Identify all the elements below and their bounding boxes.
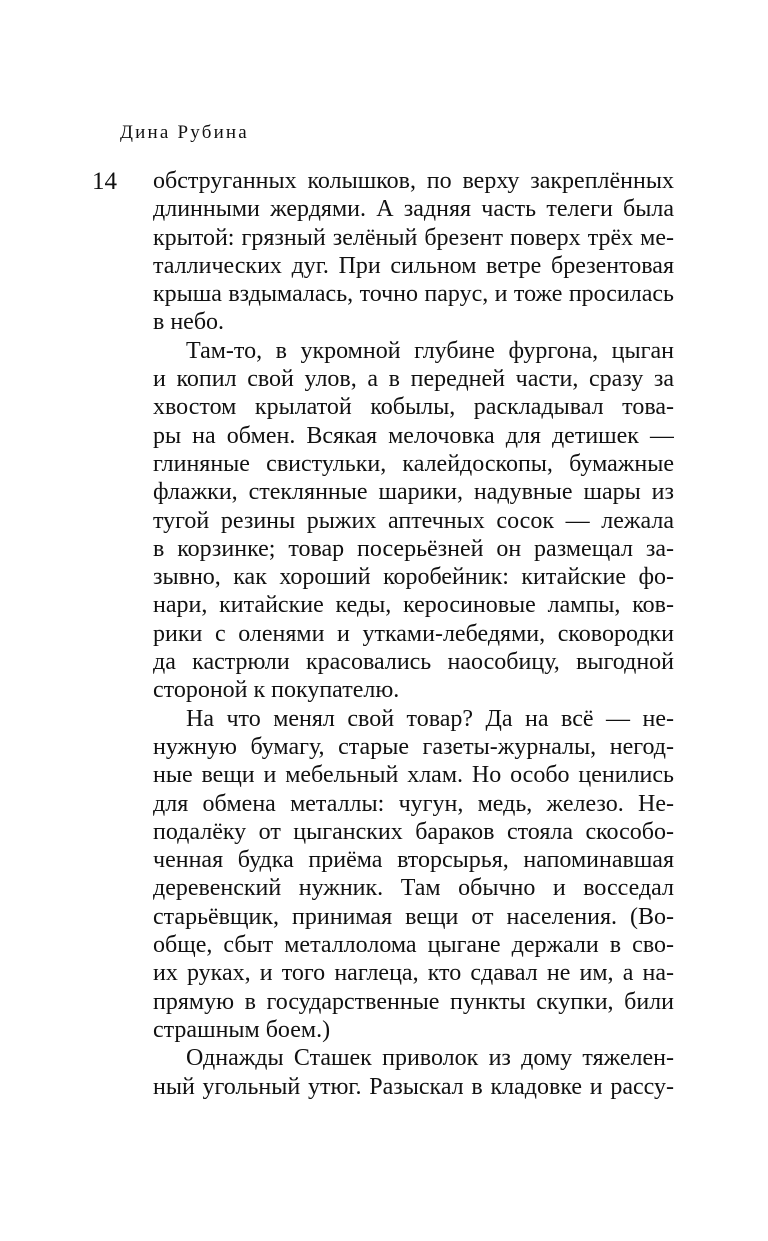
text-line: Там-то, в укромной глубине фургона, цыган: [186, 337, 674, 364]
text-line: и копил свой улов, а в передней части, сразу за: [153, 366, 674, 393]
text-line: На что менял свой товар? Да на всё — не-: [186, 705, 674, 732]
text-line: да кастрюли красовались наособицу, выгодной: [153, 649, 674, 676]
text-line: Однажды Сташек приволок из дому тяжелен-: [186, 1045, 674, 1072]
text-line: деревенский нужник. Там обычно и восседал: [153, 875, 674, 902]
text-line: крыша вздымалась, точно парус, и тоже просилась: [153, 281, 674, 308]
text-line: рики с оленями и утками-лебедями, сковородки: [153, 620, 674, 647]
text-line: старьёвщик, принимая вещи от населения. (Во-: [153, 903, 674, 930]
text-line: страшным боем.): [153, 1016, 331, 1043]
text-line: их руках, и того наглеца, кто сдавал не им, а на-: [153, 960, 674, 987]
text-line: длинными жердями. А задняя часть телеги была: [153, 196, 674, 223]
text-line: таллических дуг. При сильном ветре брезентовая: [153, 252, 674, 279]
text-line: обструганных колышков, по верху закреплённых: [153, 168, 674, 194]
text-line: подалёку от цыганских бараков стояла скособо-: [153, 818, 674, 845]
text-line: хвостом крылатой кобылы, раскладывал това-: [153, 394, 674, 421]
text-line: в небо.: [153, 309, 225, 336]
text-line: ры на обмен. Всякая мелочовка для детишек —: [153, 422, 674, 449]
page-number: 14: [92, 168, 117, 195]
text-line: глиняные свистульки, калейдоскопы, бумажные: [153, 450, 674, 477]
text-line: зывно, как хороший коробейник: китайские фо-: [153, 564, 674, 591]
text-line: флажки, стеклянные шарики, надувные шары из: [153, 479, 674, 506]
text-line: стороной к покупателю.: [153, 677, 400, 704]
body-text: [153, 167, 674, 1101]
text-line: крытой: грязный зелёный брезент поверх трёх ме-: [153, 224, 674, 251]
text-line: прямую в государственные пункты скупки, били: [153, 988, 674, 1015]
text-line: нужную бумагу, старые газеты-журналы, негод-: [153, 733, 674, 760]
text-line: для обмена металлы: чугун, медь, железо. Не-: [153, 790, 674, 817]
text-line: ные вещи и мебельный хлам. Но особо ценились: [153, 762, 674, 789]
text-line: обще, сбыт металлолома цыгане держали в сво-: [153, 932, 674, 959]
text-line: тугой резины рыжих аптечных сосок — лежала: [153, 507, 674, 534]
text-line: ный угольный утюг. Разыскал в кладовке и рассу-: [153, 1073, 674, 1100]
text-line: нари, китайские кеды, керосиновые лампы, ков-: [153, 592, 674, 619]
text-line: ченная будка приёма вторсырья, напоминавшая: [153, 847, 674, 874]
running-head-author: Дина Рубина: [120, 122, 249, 143]
text-line: в корзинке; товар посерьёзней он размещал за-: [153, 535, 674, 562]
